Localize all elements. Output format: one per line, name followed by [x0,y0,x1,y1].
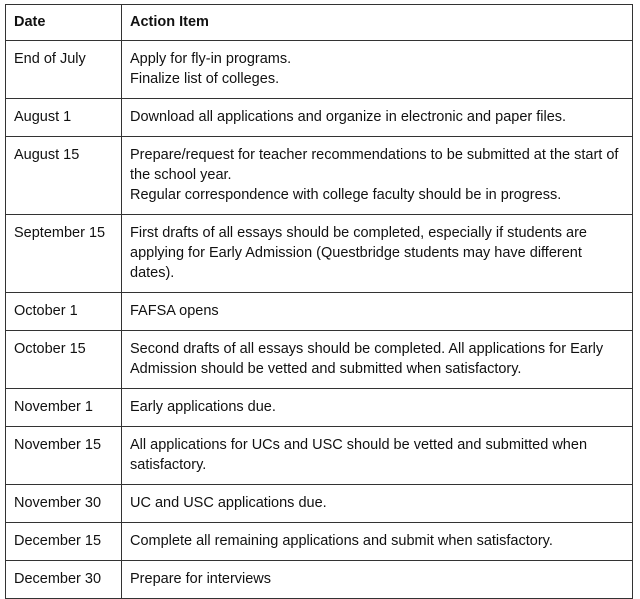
action-item-cell [122,41,633,99]
table-row [6,99,633,137]
date-cell: December 30 [6,561,122,599]
date-cell: August 15 [6,137,122,215]
action-item-text: UC and USC applications due. [130,495,327,511]
action-item-cell [122,389,633,427]
action-item-text: Second drafts of all essays should be completed. All applications for Early Admission should be vetted and submitted when satisfactory. [130,341,604,377]
timeline-table-container [5,4,633,599]
date-cell: October 1 [6,293,122,331]
date-cell: November 30 [6,485,122,523]
action-item-cell [122,561,633,599]
table-row [6,137,633,215]
table-row [6,485,633,523]
action-item-text: Regular correspondence with college faculty should be in progress. [130,187,562,203]
date-cell: November 1 [6,389,122,427]
date-cell: October 15 [6,331,122,389]
table-row [6,523,633,561]
date-cell: November 15 [6,427,122,485]
action-item-cell [122,293,633,331]
header-row [6,5,633,41]
action-item-text: FAFSA opens [130,303,219,319]
action-item-cell [122,523,633,561]
action-item-text: Finalize list of colleges. [130,71,280,87]
action-item-text: Complete all remaining applications and submit when satisfactory. [130,533,553,549]
action-item-text: All applications for UCs and USC should be vetted and submitted when satisfactory. [130,437,588,473]
timeline-rows [6,41,633,599]
date-cell: August 1 [6,99,122,137]
table-row [6,293,633,331]
table-row [6,41,633,99]
action-item-cell [122,427,633,485]
action-item-text: Early applications due. [130,399,276,415]
action-item-cell [122,485,633,523]
table-row [6,215,633,293]
action-item-text: First drafts of all essays should be completed, especially if students are applying for Early Admission (Questbridge students may have different dates). [130,225,587,281]
table-row [6,331,633,389]
timeline-table [5,4,633,599]
date-cell: September 15 [6,215,122,293]
table-row [6,389,633,427]
date-cell: End of July [6,41,122,99]
action-item-cell [122,215,633,293]
action-item-cell [122,331,633,389]
action-item-text: Download all applications and organize in electronic and paper files. [130,109,567,125]
action-item-cell [122,137,633,215]
action-item-text: Prepare for interviews [130,571,272,587]
action-item-column-header: Action Item [122,5,633,41]
table-row [6,561,633,599]
table-row [6,427,633,485]
action-item-text: Prepare/request for teacher recommendations to be submitted at the start of the school year. [130,147,619,183]
action-item-text: Apply for fly-in programs. [130,51,292,67]
date-cell: December 15 [6,523,122,561]
action-item-cell [122,99,633,137]
date-column-header: Date [6,5,122,41]
